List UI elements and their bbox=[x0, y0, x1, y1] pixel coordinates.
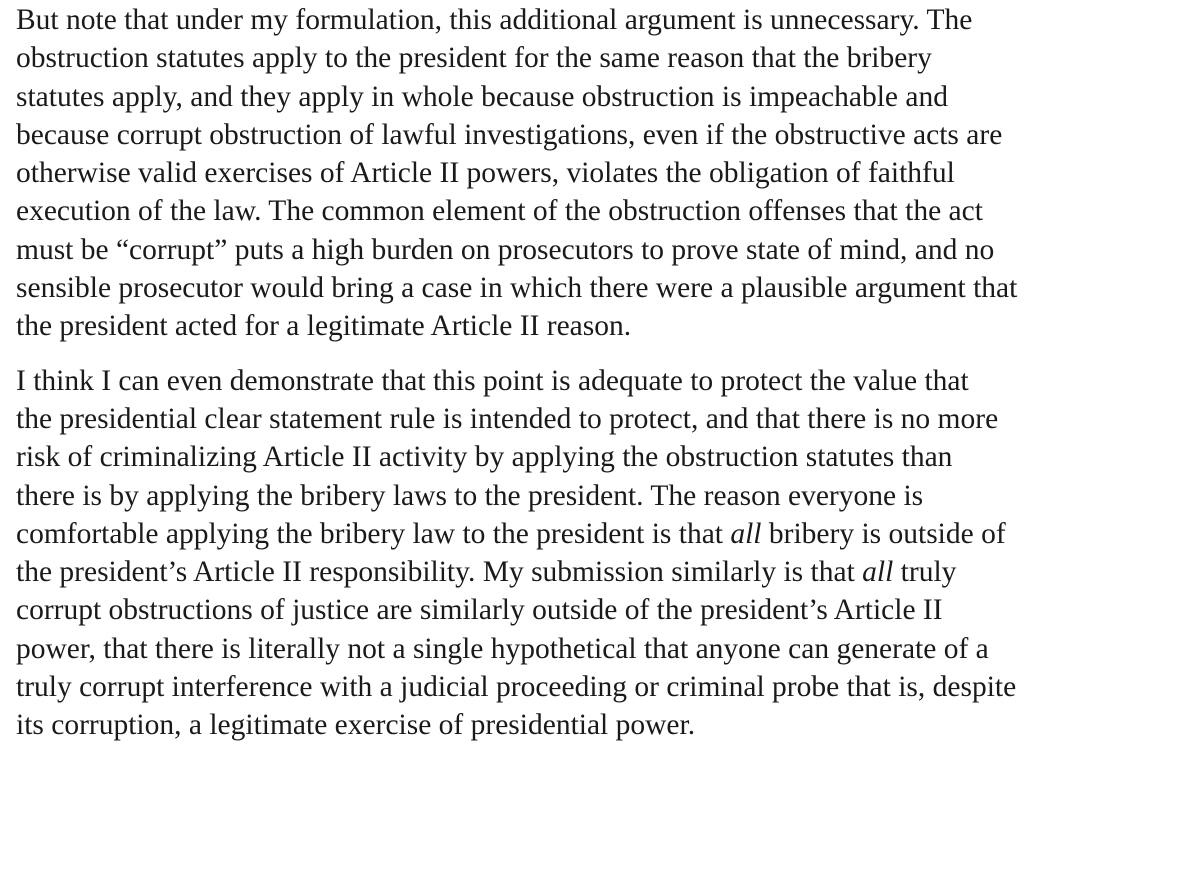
text-run: But note that under my formulation, this additional argument is unnecessary. The bbox=[16, 4, 973, 36]
text-run: there is by applying the bribery laws to the president. The reason everyone is bbox=[16, 479, 924, 512]
text-line bbox=[16, 477, 1196, 515]
emphasis-text: all bbox=[862, 556, 894, 589]
text-run: truly bbox=[893, 556, 957, 589]
emphasis-text: all bbox=[730, 517, 762, 550]
paragraph bbox=[16, 362, 1196, 745]
text-run: statutes apply, and they apply in whole because obstruction is impeachable and bbox=[16, 80, 948, 113]
text-run: its corruption, a legitimate exercise of presidential power. bbox=[16, 709, 696, 742]
text-line bbox=[16, 307, 1196, 345]
text-line bbox=[16, 231, 1196, 269]
text-run: the president acted for a legitimate Article II reason. bbox=[16, 310, 632, 343]
text-run: risk of criminalizing Article II activity by applying the obstruction statutes than bbox=[16, 441, 953, 474]
text-line bbox=[16, 78, 1196, 116]
text-line bbox=[16, 362, 1196, 400]
text-line bbox=[16, 668, 1196, 706]
text-run: comfortable applying the bribery law to the president is that bbox=[16, 517, 731, 550]
text-line bbox=[16, 116, 1196, 154]
text-line bbox=[16, 400, 1196, 438]
article-body bbox=[16, 0, 1196, 745]
text-run: sensible prosecutor would bring a case in which there were a plausible argument that bbox=[16, 272, 1018, 305]
text-run: bribery is outside of bbox=[761, 517, 1006, 550]
text-run: must be “corrupt” puts a high burden on prosecutors to prove state of mind, and no bbox=[16, 233, 995, 266]
text-line bbox=[16, 1, 1196, 39]
text-run: the president’s Article II responsibility. My submission similarly is that bbox=[16, 556, 863, 589]
text-line bbox=[16, 269, 1196, 307]
text-run: truly corrupt interference with a judicial proceeding or criminal probe that is, despite bbox=[16, 671, 1017, 704]
text-line bbox=[16, 706, 1196, 744]
text-line bbox=[16, 591, 1196, 629]
text-line bbox=[16, 39, 1196, 77]
text-line bbox=[16, 154, 1196, 192]
text-line bbox=[16, 438, 1196, 476]
text-run: execution of the law. The common element of the obstruction offenses that the act bbox=[16, 195, 983, 228]
text-line bbox=[16, 515, 1196, 553]
text-line bbox=[16, 192, 1196, 230]
text-line bbox=[16, 630, 1196, 668]
text-run: otherwise valid exercises of Article II powers, violates the obligation of faithful bbox=[16, 157, 955, 190]
text-run: the presidential clear statement rule is intended to protect, and that there is no more bbox=[16, 402, 999, 435]
paragraph bbox=[16, 0, 1196, 346]
text-run: power, that there is literally not a single hypothetical that anyone can generate of a bbox=[16, 632, 989, 665]
text-line bbox=[16, 553, 1196, 591]
text-run: I think I can even demonstrate that this point is adequate to protect the value that bbox=[16, 364, 969, 397]
text-run: obstruction statutes apply to the president for the same reason that the bribery bbox=[16, 42, 932, 75]
text-run: because corrupt obstruction of lawful investigations, even if the obstructive acts are bbox=[16, 118, 1003, 151]
text-run: corrupt obstructions of justice are similarly outside of the president’s Article II bbox=[16, 594, 943, 627]
